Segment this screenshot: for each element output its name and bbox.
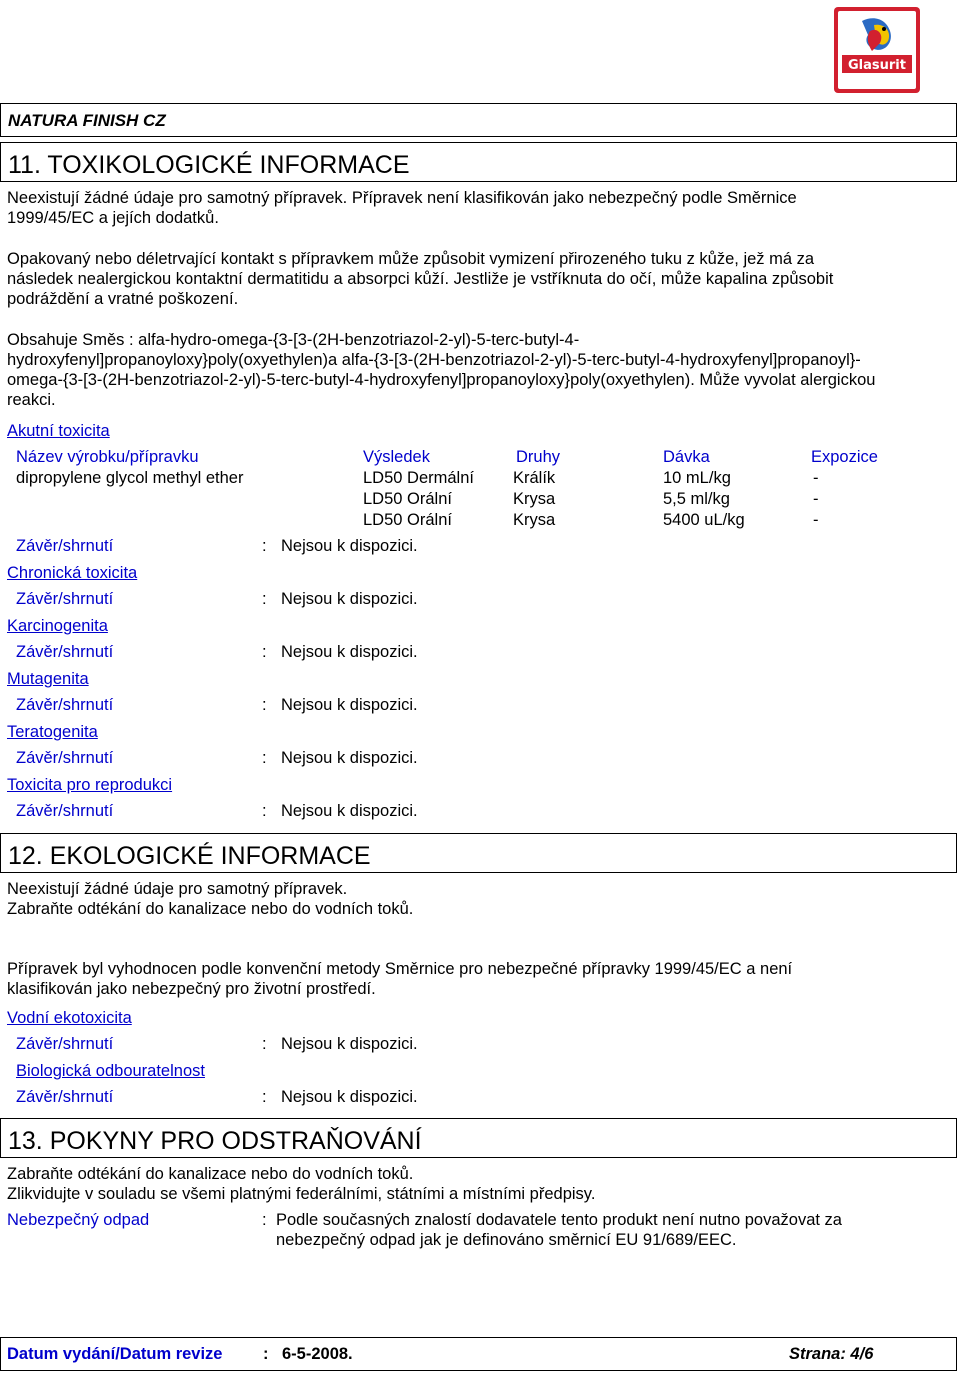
issue-date-label: Datum vydání/Datum revize <box>7 1345 223 1363</box>
footer-bar <box>0 1337 957 1371</box>
colon: : <box>262 643 267 661</box>
text-line: Zabraňte odtékání do kanalizace nebo do vodních toků. <box>7 1165 414 1183</box>
colon: : <box>263 1345 269 1363</box>
section-13-title: 13. POKYNY PRO ODSTRAŇOVÁNÍ <box>8 1127 422 1155</box>
table-cell: - <box>813 511 819 529</box>
text-line: Opakovaný nebo déletrvající kontakt s přípravkem může způsobit vymizení přirozeného tuku z kůže, jež má za <box>7 250 815 268</box>
section-11-title: 11. TOXIKOLOGICKÉ INFORMACE <box>8 151 410 179</box>
table-cell: LD50 Dermální <box>363 469 474 487</box>
colon: : <box>262 1035 267 1053</box>
conclusion-label: Závěr/shrnutí <box>16 1035 114 1053</box>
table-header-exposure: Expozice <box>811 448 878 466</box>
table-cell: 10 mL/kg <box>663 469 731 487</box>
page-number: Strana: 4/6 <box>789 1345 874 1363</box>
conclusion-value: Nejsou k dispozici. <box>281 537 418 555</box>
text-line: Přípravek byl vyhodnocen podle konvenční metody Směrnice pro nebezpečné přípravky 1999/45/EC a není <box>7 960 793 978</box>
conclusion-value: Nejsou k dispozici. <box>281 802 418 820</box>
table-cell: Krysa <box>513 511 556 529</box>
table-cell: - <box>813 490 819 508</box>
table-header-result: Výsledek <box>363 448 430 466</box>
table-header-species: Druhy <box>516 448 561 466</box>
aquatic-ecotoxicity-heading[interactable]: Vodní ekotoxicita <box>7 1009 132 1027</box>
section-12-title: 12. EKOLOGICKÉ INFORMACE <box>8 842 371 870</box>
text-line: Zabraňte odtékání do kanalizace nebo do vodních toků. <box>7 900 414 918</box>
table-header-dose: Dávka <box>663 448 710 466</box>
table-cell: Králík <box>513 469 556 487</box>
conclusion-value: Nejsou k dispozici. <box>281 590 418 608</box>
section-11-paragraph-2 <box>7 249 952 309</box>
table-cell: LD50 Orální <box>363 490 452 508</box>
colon: : <box>262 1088 267 1106</box>
text-line: nebezpečný odpad jak je definováno směrnicí EU 91/689/EEC. <box>276 1231 737 1249</box>
carcinogenicity-heading[interactable]: Karcinogenita <box>7 617 108 635</box>
text-line: klasifikován jako nebezpečný pro životní prostředí. <box>7 980 376 998</box>
text-line: reakci. <box>7 391 56 409</box>
section-12-paragraph-1 <box>7 879 952 919</box>
glasurit-logo <box>834 7 920 93</box>
section-13-header <box>0 1118 957 1158</box>
colon: : <box>262 802 267 820</box>
colon: : <box>262 696 267 714</box>
product-name-bar <box>0 103 957 137</box>
colon: : <box>262 537 267 555</box>
text-line: Neexistují žádné údaje pro samotný přípravek. <box>7 880 348 898</box>
conclusion-label: Závěr/shrnutí <box>16 643 114 661</box>
hazardous-waste-label: Nebezpečný odpad <box>7 1211 150 1229</box>
product-name: NATURA FINISH CZ <box>8 111 166 130</box>
hazardous-waste-value <box>276 1210 936 1250</box>
text-line: 1999/45/EC a jejích dodatků. <box>7 209 219 227</box>
teratogenicity-heading[interactable]: Teratogenita <box>7 723 98 741</box>
section-11-paragraph-3 <box>7 330 952 410</box>
conclusion-value: Nejsou k dispozici. <box>281 696 418 714</box>
table-cell-product: dipropylene glycol methyl ether <box>16 469 244 487</box>
section-12-header <box>0 833 957 873</box>
colon: : <box>262 749 267 767</box>
logo-text: Glasurit <box>848 58 906 73</box>
conclusion-label: Závěr/shrnutí <box>16 1088 114 1106</box>
text-line: hydroxyfenyl]propanoyloxy}poly(oxyethylen)a alfa-{3-[3-(2H-benzotriazol-2-yl)-5-terc-butyl-4-hydroxyfenyl]propanoyl}- <box>7 351 861 369</box>
text-line: následek nealergickou kontaktní dermatitidu a absorpci kůží. Jestliže je vstříknuta do očí, může kapalina způsobit <box>7 270 834 288</box>
acute-toxicity-heading[interactable]: Akutní toxicita <box>7 422 110 440</box>
section-12-paragraph-2 <box>7 959 952 999</box>
text-line: Zlikvidujte v souladu se všemi platnými federálními, státními a místními předpisy. <box>7 1185 596 1203</box>
biodegradability-heading[interactable]: Biologická odbouratelnost <box>16 1062 205 1080</box>
table-cell: Krysa <box>513 490 556 508</box>
conclusion-value: Nejsou k dispozici. <box>281 643 418 661</box>
table-cell: 5400 uL/kg <box>663 511 745 529</box>
table-header-product: Název výrobku/přípravku <box>16 448 199 466</box>
conclusion-label: Závěr/shrnutí <box>16 590 114 608</box>
text-line: podráždění a vratné poškození. <box>7 290 239 308</box>
reproductive-toxicity-heading[interactable]: Toxicita pro reprodukci <box>7 776 173 794</box>
colon: : <box>262 590 267 608</box>
text-line: Obsahuje Směs : alfa-hydro-omega-{3-[3-(2H-benzotriazol-2-yl)-5-terc-butyl-4- <box>7 331 580 349</box>
table-cell: - <box>813 469 819 487</box>
text-line: omega-{3-[3-(2H-benzotriazol-2-yl)-5-terc-butyl-4-hydroxyfenyl]propanoyloxy}poly(oxyethylen). Může vyvolat alergickou <box>7 371 876 389</box>
text-line: Neexistují žádné údaje pro samotný přípravek. Přípravek není klasifikován jako nebezpečný podle Směrnice <box>7 189 797 207</box>
mutagenicity-heading[interactable]: Mutagenita <box>7 670 89 688</box>
conclusion-value: Nejsou k dispozici. <box>281 749 418 767</box>
table-cell: LD50 Orální <box>363 511 452 529</box>
chronic-toxicity-heading[interactable]: Chronická toxicita <box>7 564 138 582</box>
conclusion-label: Závěr/shrnutí <box>16 802 114 820</box>
table-cell: 5,5 ml/kg <box>663 490 730 508</box>
conclusion-label: Závěr/shrnutí <box>16 537 114 555</box>
conclusion-label: Závěr/shrnutí <box>16 696 114 714</box>
section-11-paragraph-1 <box>7 188 952 228</box>
issue-date-value: 6-5-2008. <box>282 1345 353 1363</box>
section-13-paragraph <box>7 1164 952 1204</box>
colon: : <box>262 1211 267 1229</box>
text-line: Podle současných znalostí dodavatele tento produkt není nutno považovat za <box>276 1211 842 1229</box>
conclusion-label: Závěr/shrnutí <box>16 749 114 767</box>
conclusion-value: Nejsou k dispozici. <box>281 1035 418 1053</box>
section-11-header <box>0 142 957 182</box>
conclusion-value: Nejsou k dispozici. <box>281 1088 418 1106</box>
